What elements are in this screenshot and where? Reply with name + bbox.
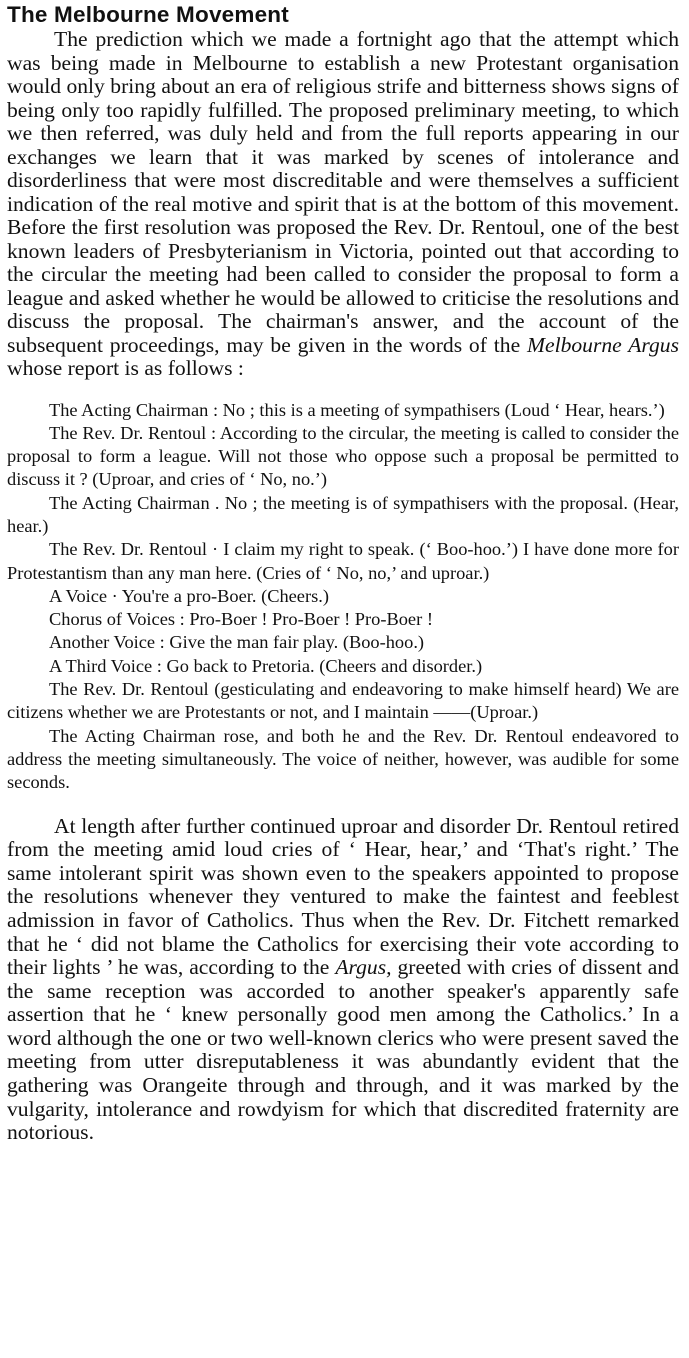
report-line: The Acting Chairman rose, and both he and the Rev. Dr. Rentoul endeavored to address the meeting simultaneously. The voice of neither, however, was audible for some seconds. <box>7 725 679 793</box>
closing-paragraph <box>7 815 679 1145</box>
spacer <box>7 381 679 399</box>
report-line: Another Voice : Give the man fair play. (Boo-hoo.) <box>49 632 425 653</box>
intro-tail: whose report is as follows : <box>7 356 244 380</box>
source-name: Melbourne Argus <box>527 332 680 357</box>
source-short: Argus, <box>335 955 392 980</box>
closing-text-2: greeted with cries of dissent and the same reception was accorded to another speaker's apparently safe assertion that he ‘ knew personally good men among the Catholics.’ In a word although the one or two well-known clerics who were present saved the meeting from utter disreputableness it was abundantly evident that the gathering was Orangeite through and through, and it was marked by the vulgarity, intolerance and rowdyism for which that discredited fraternity are notorious. <box>7 955 679 1145</box>
report-line: A Third Voice : Go back to Pretoria. (Cheers and disorder.) <box>49 655 483 676</box>
spacer <box>7 795 679 815</box>
report-line: The Rev. Dr. Rentoul (gesticulating and endeavoring to make himself heard) We are citizens whether we are Protestants or not, and I maintain ——(Uproar.) <box>7 679 679 723</box>
meeting-report <box>7 399 679 795</box>
intro-paragraph <box>7 28 679 381</box>
report-line: The Rev. Dr. Rentoul · I claim my right to speak. (‘ Boo-hoo.’) I have done more for Protestantism than any man here. (Cries of ‘ No, no,’ and uproar.) <box>7 539 679 583</box>
report-line: The Acting Chairman : No ; this is a meeting of sympathisers (Loud ‘ Hear, hears.’) <box>49 399 665 420</box>
report-line: The Acting Chairman . No ; the meeting is of sympathisers with the proposal. (Hear, hear.) <box>7 492 679 536</box>
intro-text: The prediction which we made a fortnight ago that the attempt which was being made in Melbourne to establish a new Protestant organisation would only bring about an era of religious strife and bitterness shows signs of being only too rapidly fulfilled. The proposed preliminary meeting, to which we then referred, was duly held and from the full reports appearing in our exchanges we learn that it was marked by scenes of intolerance and disorderliness that were most discreditable and were themselves a sufficient indication of the real motive and spirit that is at the bottom of this movement. Before the first resolution was proposed the Rev. Dr. Rentoul, one of the best known leaders of Presbyterianism in Victoria, pointed out that according to the circular the meeting had been called to consider the proposal to form a league and asked whether he would be allowed to criticise the resolutions and discuss the proposal. The chairman's answer, and the account of the subsequent proceedings, may be given in the words of the <box>7 27 679 357</box>
report-line: The Rev. Dr. Rentoul : According to the circular, the meeting is called to consider the proposal to form a league. Will not those who oppose such a proposal be permitted to discuss it ? (Uproar, and cries of ‘ No, no.’) <box>7 422 679 490</box>
report-line: A Voice · You're a pro-Boer. (Cheers.) <box>49 585 329 606</box>
closing-text-1: At length after further continued uproar and disorder Dr. Rentoul retired from the meeting amid loud cries of ‘ Hear, hear,’ and ‘That's right.’ The same intolerant spirit was shown even to the speakers appointed to propose the resolutions whenever they ventured to make the faintest and feeblest admission in favor of Catholics. Thus when the Rev. Dr. Fitchett remarked that he ‘ did not blame the Catholics for exercising their vote according to their lights ’ he was, according to the <box>7 813 679 980</box>
article-title: The Melbourne Movement <box>7 2 289 27</box>
report-line: Chorus of Voices : Pro-Boer ! Pro-Boer ! Pro-Boer ! <box>49 609 433 630</box>
